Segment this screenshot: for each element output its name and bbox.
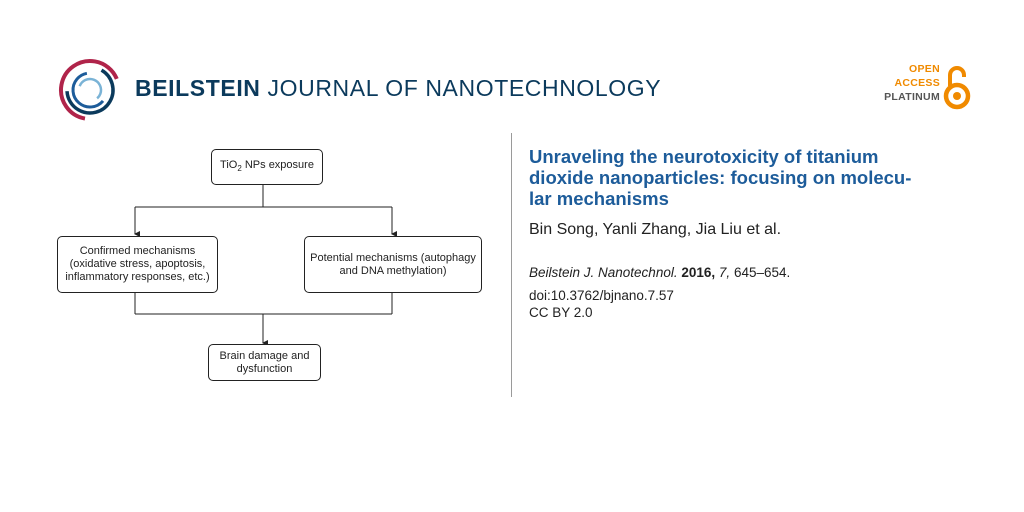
vertical-divider [511,133,512,397]
doi[interactable]: doi:10.3762/bjnano.7.57 [529,288,674,303]
article-title[interactable]: Unraveling the neurotoxicity of titanium dioxide nanoparticles: focusing on molecu- lar mechanisms [529,146,912,209]
oa-platinum-label: PLATINUM [884,91,940,103]
confirmed-mechanisms-box [57,236,218,293]
outcome-label: Brain damage and dysfunction [219,349,310,375]
outcome-box [208,344,321,381]
potential-mechanisms-label: Potential mechanisms (autophagy and DNA methylation) [310,251,476,277]
confirmed-mechanisms-label: Confirmed mechanisms (oxidative stress, apoptosis, inflammatory responses, etc.) [65,245,210,283]
oa-access-label: ACCESS [894,77,940,89]
open-access-badge [876,62,976,112]
potential-mechanisms-box [304,236,482,293]
open-lock-icon [942,64,972,110]
exposure-label: TiO$_2$ NPs exposure [220,158,314,174]
license[interactable]: CC BY 2.0 [529,305,593,320]
header [0,0,1024,130]
mechanism-flowchart [40,140,500,390]
authors: Bin Song, Yanli Zhang, Jia Liu et al. [529,221,782,238]
beilstein-logo-icon [58,58,122,122]
article-info [529,146,999,320]
citation: Beilstein J. Nanotechnol. 2016, 7, 645–654. [529,265,791,280]
oa-open-label: OPEN [909,63,940,75]
journal-name: BEILSTEIN JOURNAL OF NANOTECHNOLOGY [135,75,662,101]
exposure-box [211,149,323,185]
